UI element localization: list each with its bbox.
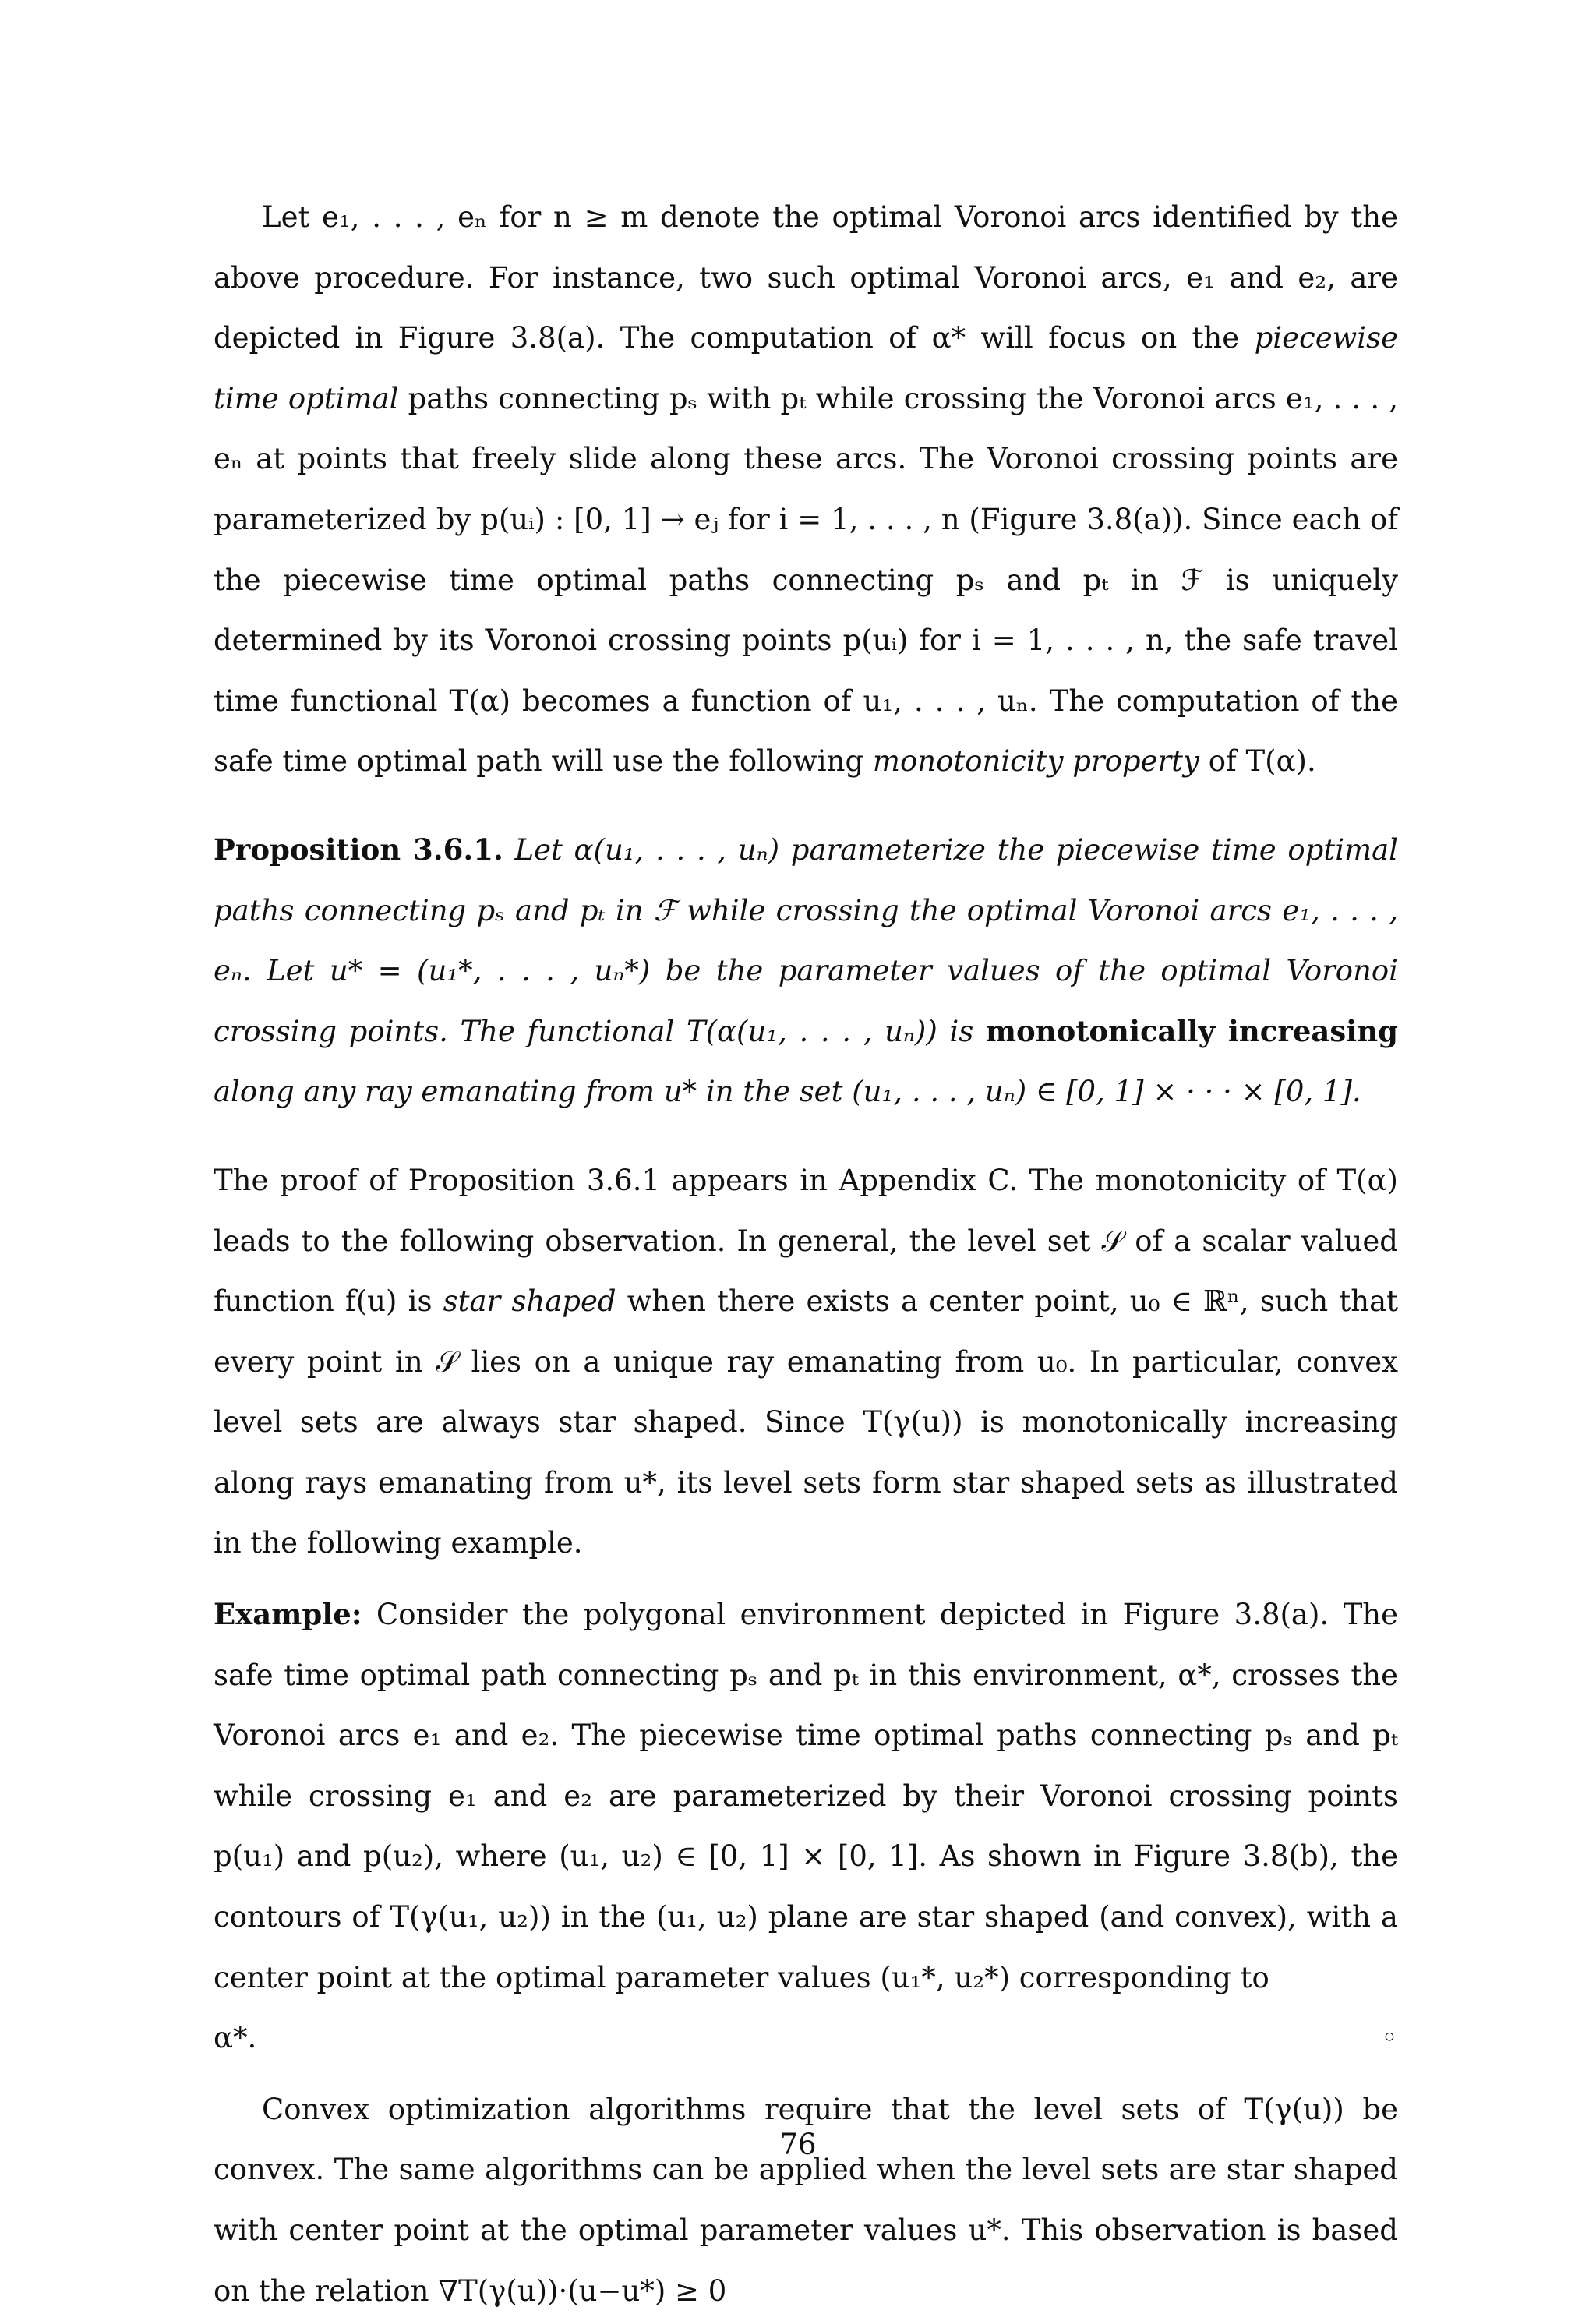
page-number: 76 xyxy=(779,2128,817,2161)
page-body xyxy=(214,187,1398,2321)
example-block: Example: Consider the polygonal environment depicted in Figure 3.8(a). The safe time optimal path connecting pₛ and pₜ in this environment, α*, crosses the Voronoi arcs e₁ and e₂. The piecewise time optimal paths connecting pₛ and pₜ while crossing e₁ and e₂ are parameterized by their Voronoi crossing points p(u₁) and p(u₂), where (u₁, u₂) ∈ [0, 1] × [0, 1]. As shown in Figure 3.8(b), the contours of T(γ(u₁, u₂)) in the (u₁, u₂) plane are star shaped (and convex), with a center point at the optimal parameter values (u₁*, u₂*) corresponding to xyxy=(214,1597,1398,1994)
paragraph-voronoi-arcs: Let e₁, . . . , eₙ for n ≥ m denote the optimal Voronoi arcs identified by the above procedure. For instance, two such optimal Voronoi arcs, e₁ and e₂, are depicted in Figure 3.8(a). The computation of α* will focus on the piecewise time optimal paths connecting pₛ with pₜ while crossing the Voronoi arcs e₁, . . . , eₙ at points that freely slide along these arcs. The Voronoi crossing points are parameterized by p(uᵢ) : [0, 1] → eⱼ for i = 1, . . . , n (Figure 3.8(a)). Since each of the piecewise time optimal paths connecting pₛ and pₜ in ℱ is uniquely determined by its Voronoi crossing points p(uᵢ) for i = 1, . . . , n, the safe travel time functional T(α) becomes a function of u₁, . . . , uₙ. The computation of the safe time optimal path will use the following monotonicity property of T(α). xyxy=(214,200,1398,779)
emphasis-monotonicity: monotonicity property xyxy=(872,744,1199,779)
example-end-line xyxy=(214,2008,1398,2068)
emphasis-piecewise: piecewise time optimal xyxy=(214,321,1398,415)
example-qed-mark: ◦ xyxy=(1381,2021,1398,2055)
paragraph-star-shaped: The proof of Proposition 3.6.1 appears in Appendix C. The monotonicity of T(α) leads to the following observation. In general, the level set 𝒮 of a scalar valued function f(u) is star shaped when there exists a center point, u₀ ∈ ℝⁿ, such that every point in 𝒮 lies on a unique ray emanating from u₀. In particular, convex level sets are always star shaped. Since T(γ(u)) is monotonically increasing along rays emanating from u*, its level sets form star shaped sets as illustrated in the following example. xyxy=(214,1163,1398,1560)
proposition-3-6-1: Proposition 3.6.1. Let α(u₁, . . . , uₙ) parameterize the piecewise time optimal paths connecting pₛ and pₜ in ℱ while crossing the optimal Voronoi arcs e₁, . . . , eₙ. Let u* = (u₁*, . . . , uₙ*) be the parameter values of the optimal Voronoi crossing points. The functional T(α(u₁, . . . , uₙ)) is monotonically increasing along any ray emanating from u* in the set (u₁, . . . , uₙ) ∈ [0, 1] × · · · × [0, 1]. xyxy=(214,832,1399,1109)
example-end-symbol: α*. xyxy=(214,2021,257,2055)
emphasis-star-shaped: star shaped xyxy=(443,1284,616,1319)
paragraph-convex-optimization: Convex optimization algorithms require that the level sets of T(γ(u)) be convex. The same algorithms can be applied when the level sets are star shaped with center point at the optimal parameter values u*. This observation is based on the relation ∇T(γ(u))·(u−u*) ≥ 0 xyxy=(214,2092,1398,2308)
proposition-label: Proposition 3.6.1. xyxy=(214,832,503,867)
example-label: Example: xyxy=(214,1597,362,1632)
proposition-bold-term: monotonically increasing xyxy=(985,1013,1399,1048)
